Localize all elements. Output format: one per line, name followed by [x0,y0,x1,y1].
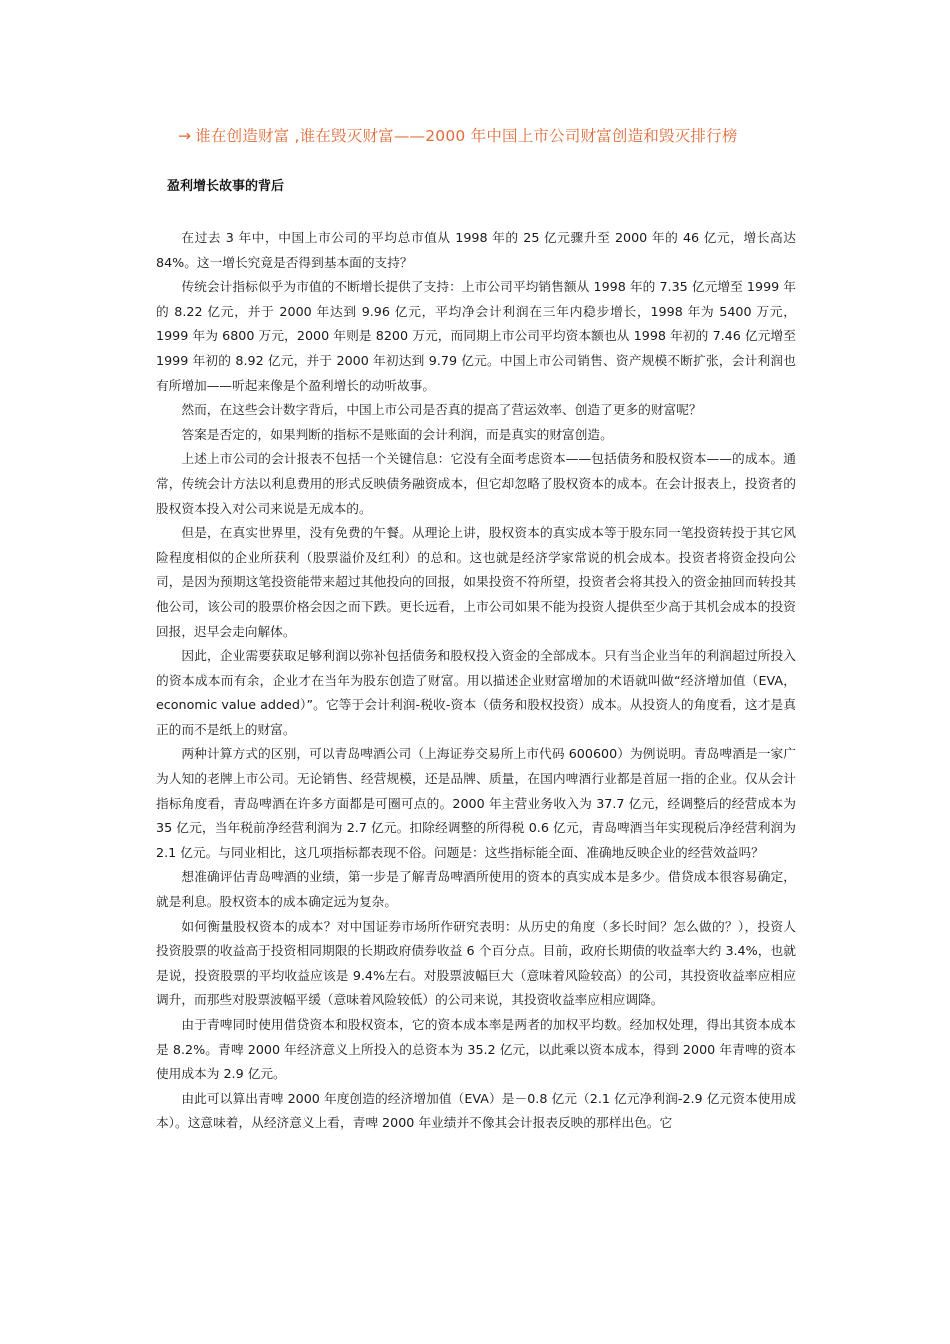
paragraph: 两种计算方式的区别，可以青岛啤酒公司（上海证券交易所上市代码 600600）为例说明。青岛啤酒是一家广为人知的老牌上市公司。无论销售、经营规模，还是品牌、质量，在国内啤酒行业都是首屈一指的企业。仅从会计指标角度看，青岛啤酒在许多方面都是可圈可点的。2000 年主营业务收入为 37.7 亿元，经调整后的经营成本为 35 亿元，当年税前净经营利润为 2.7 亿元。扣除经调整的所得税 0.6 亿元，青岛啤酒当年实现税后净经营利润为 2.1 亿元。与同业相比，这几项指标都表现不俗。问题是：这些指标能全面、准确地反映企业的经营效益吗？ [156,746,796,860]
paragraph: 想准确评估青岛啤酒的业绩，第一步是了解青岛啤酒所使用的资本的真实成本是多少。借贷成本很容易确定，就是利息。股权资本的成本确定远为复杂。 [156,869,796,910]
paragraph: 传统会计指标似乎为市值的不断增长提供了支持：上市公司平均销售额从 1998 年的 7.35 亿元增至 1999 年的 8.22 亿元，并于 2000 年达到 9.96 亿元，平均净会计利润在三年内稳步增长，1998 年为 5400 万元，1999 年为 6800 万元，2000 年则是 8200 万元，而同期上市公司平均资本额也从 1998 年初的 7.46 亿元增至 1999 年初的 8.92 亿元，并于 2000 年初达到 9.79 亿元。中国上市公司销售、资产规模不断扩张，会计利润也有所增加——听起来像是个盈利增长的动听故事。 [156,279,796,393]
section-heading: 盈利增长故事的背后 [167,179,285,194]
title-text: 谁在创造财富 ,谁在毁灭财富——2000 年中国上市公司财富创造和毁灭排行榜 [195,127,738,145]
paragraph: 然而，在这些会计数字背后，中国上市公司是否真的提高了营运效率、创造了更多的财富呢？ [181,402,702,418]
paragraph: 因此，企业需要获取足够利润以弥补包括债务和股权投入资金的全部成本。只有当企业当年的利润超过所投入的资本成本而有余，企业才在当年为股东创造了财富。用以描述企业财富增加的术语就叫做“经济增加值（EVA，economic value added）”。它等于会计利润-税收-资本（债务和股权投资）成本。从投资人的角度看，这才是真正的而不是纸上的财富。 [156,648,796,737]
paragraph: 如何衡量股权资本的成本？对中国证券市场所作研究表明：从历史的角度（多长时间？怎么做的？），投资人投资股票的收益高于投资相同期限的长期政府债券收益 6 个百分点。目前，政府长期债的收益率大约 3.4%，也就是说，投资股票的平均收益应该是 9.4%左右。对股票波幅巨大（意味着风险较高）的公司，其投资收益率应相应调升，而那些对股票波幅平缓（意味着风险较低）的公司来说，其投资收益率应相应调降。 [156,918,796,1008]
arrow-right-icon: → [178,127,192,145]
document-title [178,124,818,148]
paragraph: 由此可以算出青啤 2000 年度创造的经济增加值（EVA）是－0.8 亿元（2.1 亿元净利润-2.9 亿元资本使用成本）。这意味着，从经济意义上看，青啤 2000 年业绩并不像其会计报表反映的那样出色。它 [156,1090,796,1131]
paragraph: 由于青啤同时使用借贷资本和股权资本，它的资本成本率是两者的加权平均数。经加权处理，得出其资本成本是 8.2%。青啤 2000 年经济意义上所投入的总资本为 35.2 亿元，以此乘以资本成本，得到 2000 年青啤的资本使用成本为 2.9 亿元。 [156,1017,796,1082]
body-text [156,226,796,1136]
paragraph: 但是，在真实世界里，没有免费的午餐。从理论上讲，股权资本的真实成本等于股东同一笔投资转投于其它风险程度相似的企业所获利（股票溢价及红利）的总和。这也就是经济学家常说的机会成本。投资者将资金投向公司，是因为预期这笔投资能带来超过其他投向的回报，如果投资不符所望，投资者会将其投入的资金抽回而转投其他公司，该公司的股票价格会因之而下跌。更长远看，上市公司如果不能为投资人提供至少高于其机会成本的投资回报，迟早会走向解体。 [156,525,796,639]
paragraph: 答案是否定的，如果判断的指标不是账面的会计利润，而是真实的财富创造。 [181,426,613,442]
paragraph: 在过去 3 年中，中国上市公司的平均总市值从 1998 年的 25 亿元骤升至 2000 年的 46 亿元，增长高达 84%。这一增长究竟是否得到基本面的支持？ [156,230,796,270]
paragraph: 上述上市公司的会计报表不包括一个关键信息：它没有全面考虑资本——包括债务和股权资本——的成本。通常，传统会计方法以利息费用的形式反映债务融资成本，但它却忽略了股权资本的成本。在会计报表上，投资者的股权资本投入对公司来说是无成本的。 [156,451,796,516]
